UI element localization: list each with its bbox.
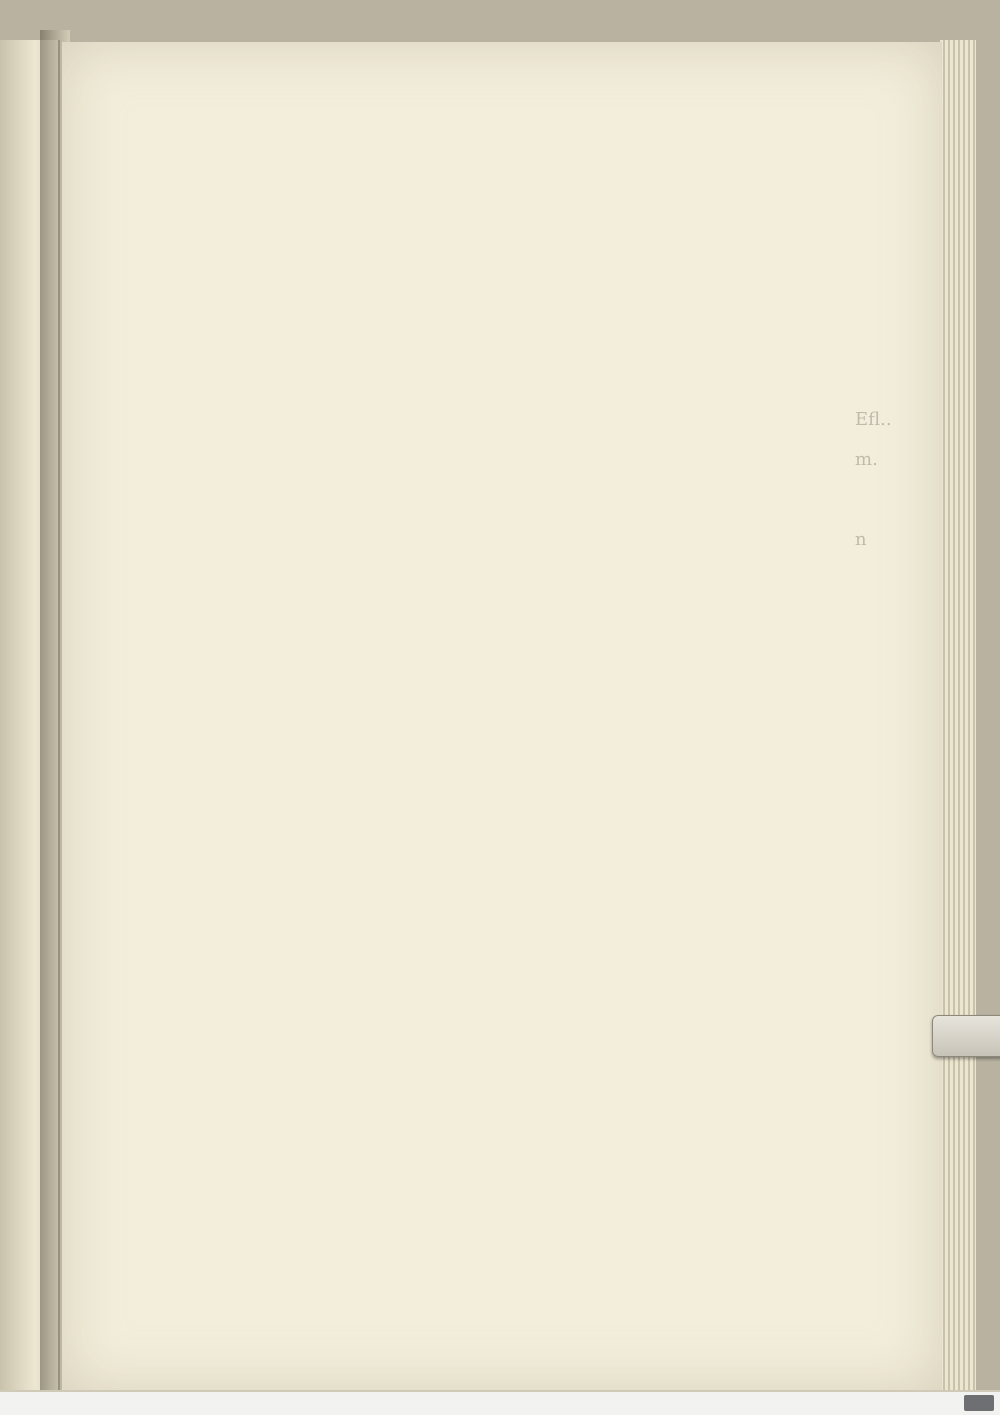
heading-line-2 (157, 955, 797, 992)
right-page (62, 42, 942, 1390)
chapter-heading (157, 955, 797, 992)
show-through-text: Efl.. m. n (855, 409, 892, 550)
page-tab-marker (932, 1015, 1000, 1057)
dfg-logo (964, 1395, 994, 1411)
page-edge-stack (940, 40, 976, 1390)
footer-bar (0, 1392, 1000, 1415)
